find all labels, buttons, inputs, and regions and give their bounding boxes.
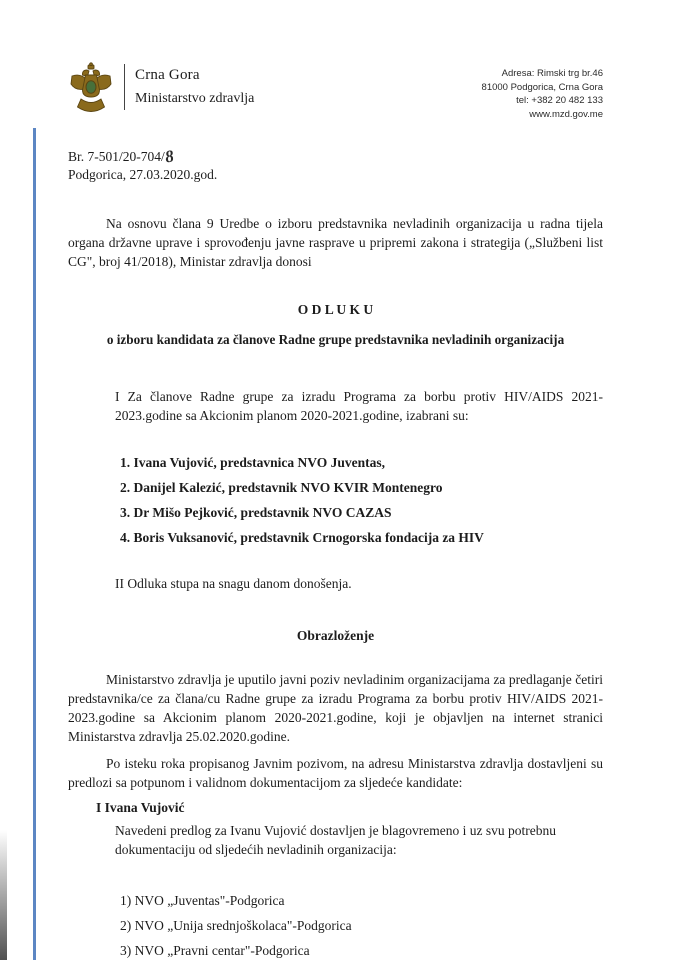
org-country: Crna Gora	[135, 67, 200, 83]
letterhead-divider	[124, 64, 125, 110]
place-and-date: Podgorica, 27.03.2020.god.	[68, 167, 218, 182]
member-item: 1. Ivana Vujović, predstavnica NVO Juventas,	[120, 455, 386, 470]
ngo-list	[120, 891, 603, 960]
decision-title: O D L U K U	[297, 302, 374, 317]
rationale-paragraph-1: Ministarstvo zdravlja je uputilo javni poziv nevladinim organizacijama za predlaganje četiri predstavnika/ce za člana/cu Radne grupe za izradu Programa za borbu protiv HIV/AIDS 2021-2023.godine sa Akcionim planom 2020-2021.godine, koji je objavljen na internet stranici Ministarstva zdravlja 25.02.2020.godine.	[68, 672, 603, 744]
member-item: 4. Boris Vuksanović, predstavnik Crnogorska fondacija za HIV	[120, 530, 484, 545]
document-number	[68, 147, 603, 166]
ngo-item: 3) NVO „Pravni centar"-Podgorica	[120, 943, 310, 958]
org-ministry: Ministarstvo zdravlja	[135, 91, 255, 106]
rationale-title: Obrazloženje	[296, 628, 375, 643]
address-block	[482, 62, 603, 121]
reference-block	[68, 147, 603, 184]
address-city: 81000 Podgorica, Crna Gora	[481, 81, 603, 93]
decision-subtitle: o izboru kandidata za članove Radne grupe predstavnika nevladinih organizacija	[106, 332, 565, 347]
section-2-text: II Odluka stupa na snagu danom donošenja.	[115, 576, 352, 591]
member-item: 2. Danijel Kalezić, predstavnik NVO KVIR Montenegro	[120, 480, 443, 495]
candidate-text: Navedeni predlog za Ivanu Vujović dostavljen je blagovremeno i uz svu potrebnu dokumentaciju od sljedećih nevladinih organizacija:	[115, 823, 556, 857]
intro-paragraph: Na osnovu člana 9 Uredbe o izboru predstavnika nevladinih organizacija u radna tijela organa državne uprave i sprovođenju javne rasprave u pripremi zakona i strategija („Službeni list CG", broj 41/2018), Ministar zdravlja donosi	[68, 216, 603, 269]
scan-edge-shadow	[0, 830, 7, 960]
letterhead	[68, 62, 603, 121]
address-street: Adresa: Rimski trg br.46	[501, 68, 603, 79]
ngo-item: 1) NVO „Juventas"-Podgorica	[120, 893, 285, 908]
scan-edge-line	[33, 128, 36, 960]
org-names	[135, 67, 254, 107]
logo-block	[68, 62, 254, 112]
ngo-item: 2) NVO „Unija srednjoškolaca"-Podgorica	[120, 918, 352, 933]
member-item: 3. Dr Mišo Pejković, predstavnik NVO CAZAS	[120, 505, 392, 520]
document-number-handwritten: 8	[163, 146, 175, 167]
address-phone: tel: +382 20 482 133	[516, 95, 603, 106]
document-number-printed: Br. 7-501/20-704/	[68, 149, 165, 164]
members-list	[120, 453, 603, 547]
montenegro-coat-of-arms-icon	[68, 62, 114, 112]
rationale-paragraph-2: Po isteku roka propisanog Javnim pozivom, na adresu Ministarstva zdravlja dostavljeni su predlozi sa potpunom i validnom dokumentacijom za sljedeće kandidate:	[68, 756, 603, 790]
candidate-heading: I Ivana Vujović	[96, 800, 185, 815]
address-website: www.mzd.gov.me	[529, 108, 603, 120]
section-1-text: I Za članove Radne grupe za izradu Programa za borbu protiv HIV/AIDS 2021-2023.godine sa Akcionim planom 2020-2021.godine, izabrani su:	[115, 389, 603, 423]
